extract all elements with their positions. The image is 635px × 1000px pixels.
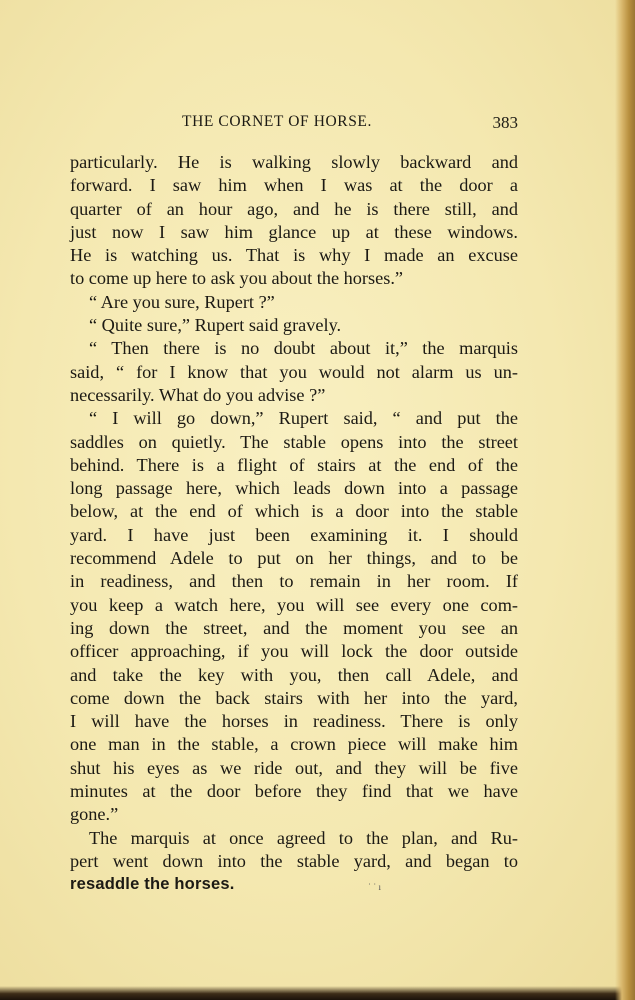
text-line: just now I saw him glance up at these windows.	[70, 221, 518, 242]
text-line: recommend Adele to put on her things, and to be	[70, 548, 518, 569]
text-line: one man in the stable, a crown piece will make him	[70, 734, 518, 755]
text-line: ing down the street, and the moment you see an	[70, 617, 518, 638]
text-line: gone.”	[70, 804, 119, 825]
page-bottom-edge	[0, 986, 635, 1000]
text-line: to come up here to ask you about the horses.”	[70, 268, 404, 289]
text-line: The marquis at once agreed to the plan, and Ru-	[89, 827, 518, 848]
text-line: minutes at the door before they find that we have	[70, 781, 518, 802]
body-text	[70, 151, 518, 897]
text-line: said, “ for I know that you would not alarm us un-	[70, 361, 518, 382]
text-line: particularly. He is walking slowly backward and	[70, 152, 518, 172]
text-line: and take the key with you, then call Adele, and	[70, 664, 518, 685]
text-line: saddles on quietly. The stable opens into the street	[70, 431, 518, 452]
page-number: 383	[492, 113, 518, 132]
text-line: resaddle the horses.	[70, 875, 235, 894]
text-line: “ Quite sure,” Rupert said gravely.	[89, 315, 342, 336]
text-line: “ Then there is no doubt about it,” the marquis	[89, 338, 518, 359]
text-line: shut his eyes as we ride out, and they will be five	[70, 757, 518, 778]
text-line: below, at the end of which is a door into the stable	[70, 501, 518, 522]
running-head	[70, 113, 518, 135]
text-line: officer approaching, if you will lock the door outside	[70, 641, 518, 662]
text-line: long passage here, which leads down into a passage	[70, 478, 518, 499]
text-line: behind. There is a flight of stairs at the end of the	[70, 454, 518, 475]
text-line: forward. I saw him when I was at the door a	[70, 175, 518, 196]
text-line: I will have the horses in readiness. There is only	[70, 711, 518, 732]
text-line: come down the back stairs with her into the yard,	[70, 687, 518, 708]
text-line: yard. I have just been examining it. I should	[70, 524, 518, 545]
text-line: “ I will go down,” Rupert said, “ and put the	[89, 408, 518, 429]
text-line: you keep a watch here, you will see every one com-	[70, 594, 518, 615]
text-line: in readiness, and then to remain in her room. If	[70, 571, 518, 592]
stray-print-mark: ˙ ˙ ı	[368, 882, 381, 892]
header-title: THE CORNET OF HORSE.	[182, 113, 372, 130]
text-line: necessarily. What do you advise ?”	[70, 384, 326, 405]
text-line: quarter of an hour ago, and he is there still, and	[70, 198, 518, 219]
text-line: He is watching us. That is why I made an excuse	[70, 245, 518, 266]
text-line: pert went down into the stable yard, and began to	[70, 850, 518, 871]
text-line: “ Are you sure, Rupert ?”	[89, 291, 275, 312]
